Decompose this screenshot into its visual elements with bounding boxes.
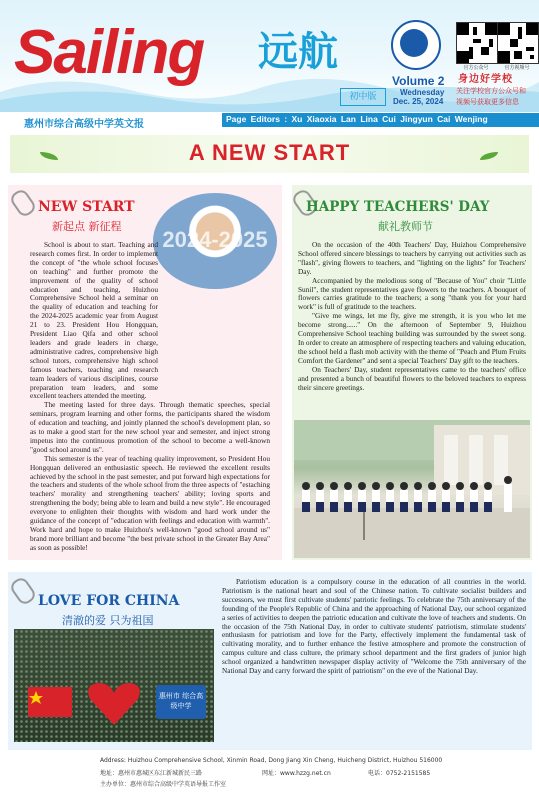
paragraph: Patriotism education is a compulsory course in the education of all countries in the world. Patriotism is the national heart and soul of the Chinese nation. To cultivate socialist builders and successors, we must first cultivate students' patriotic feelings. To celebrate the 75th anniversary of the founding of the People's Republic of China and the approaching of National Day, our school organized a series of activities to deepen the patriotic education and cultivate the love of teachers and students. On the occasion of the 75th National Day, in order to cultivate students' patriotism, stimulate students' enthusiasm for patriotism and love for the Party, effectively implement the fundamental task of cultivating morality, and to further enhance the festive atmosphere and promote the construction of campus culture and class culture, the primary school department and the first graders of junior high school organized a handwritten newspaper display activity of "Welcome the 75th anniversary of the National Day and carry forward the spirit of patriotism" on the eve of the National Day. bbox=[222, 577, 526, 676]
paragraph: On the occasion of the 40th Teachers' Day, Huizhou Comprehensive School offered sincere blessings to teachers by carrying out activities such as "flash", giving flowers to teachers, and "lighting on the lights" for Teachers' Day. bbox=[298, 241, 526, 276]
teachers-day-body bbox=[298, 241, 526, 417]
follow-text: 关注学校官方公众号和 bbox=[456, 87, 526, 95]
weekday-label: Wednesday bbox=[400, 88, 445, 97]
new-start-body bbox=[30, 241, 270, 557]
qr-caption: 官方视频号 bbox=[504, 65, 530, 71]
qr-caption: 官方公众号 bbox=[463, 65, 489, 71]
paragraph: School is about to start. Teaching and research comes first. In order to implement the concept of "the whole school focuses on teaching" and further promote the improvement of the quality of school education and teaching, Huizhou Comprehensive School held a seminar on the quality of education and teaching for the 2024-2025 academic year from August 21 to 23. President Hou Hongquan, President Liao Qifa and other school leaders and grade leaders in charge, administrative cadres, comprehensive high school tutors, comprehensive high school famous teachers, teaching and research team leaders of various disciplines, course preparation team leaders, and some excellent teachers attended the meeting. bbox=[30, 240, 158, 401]
paragraph: The meeting lasted for three days. Through thematic speeches, special seminars, program learning and other forms, the participants shared the wisdom of education and teaching, and jointly planned the school's development plan, so as to make a good start for the new school year and semester, and inject strong impetus into the continuous promotion of the school to become a well-known "good school around us". bbox=[30, 400, 270, 454]
volume-label: Volume 2 bbox=[392, 74, 445, 88]
qr-code-video bbox=[497, 22, 539, 64]
masthead-title-cn: 远航 bbox=[258, 29, 338, 75]
host-unit: 主办单位：惠州市综合高级中学英语导报工作室 bbox=[100, 781, 227, 788]
masthead-title-en: Sailing bbox=[14, 18, 204, 87]
love-china-body bbox=[222, 578, 526, 748]
paragraph: Accompanied by the melodious song of "Because of You" choir "Little Sunil", the student representatives gave flowers to the teachers. A bouquet of flowers carries gratitude to the teachers; a song "thank you for your hard work" is full of gratitude to the teachers. bbox=[298, 275, 526, 312]
patriotic-display-photo bbox=[14, 629, 214, 742]
page-editors: Page Editors : Xu Xiaoxia Lan Lina Cui Jingyun Cai Wenjing bbox=[226, 114, 488, 124]
section-title-cn: 新起点 新征程 bbox=[52, 220, 122, 233]
organization-name: 惠州市综合高级中学英文报 bbox=[24, 119, 144, 130]
website: 网址：www.hzzg.net.cn bbox=[262, 770, 331, 777]
section-title-cn: 献礼教师节 bbox=[378, 220, 433, 233]
paragraph: This semester is the year of teaching quality improvement, so President Hou Hongquan delivered an enthusiastic speech. He reviewed the excellent results achieved by the school in the past semester, and put forward high expectations for the teachers and students of the whole school from the three aspects of "estaching teachers' morality and strengthening teachers' ability; loving sports and strengthening the body; being able to learn and build a new style". He encouraged everyone to enlighten their thoughts with wisdom and hard work under the guidance of the concept of "education with feelings and education with warmth". Work hard and hope to make Huizhou's well-known "good school around us" brand more brilliant and become "the best private school in the Greater Bay Area" as soon as possible! bbox=[30, 453, 270, 552]
section-title-en: LOVE FOR CHINA bbox=[38, 593, 180, 609]
address-cn: 地址：惠州市惠城区东江新城新民三路 bbox=[100, 770, 203, 777]
display-sign-text: 惠州市 综合高级中学 bbox=[158, 692, 204, 710]
address-en: Address: Huizhou Comprehensive School, Xinmin Road, Dong Jiang Xin Cheng, Huicheng District, Huizhou 516000 bbox=[100, 757, 443, 764]
school-emblem-icon bbox=[400, 29, 428, 57]
qr-code-wechat bbox=[456, 22, 498, 64]
paragraph: On Teachers' Day, student representatives came to the teachers' office and presented a bunch of beautiful flowers to the beloved teachers to express their sincere greetings. bbox=[298, 364, 526, 392]
page-title: A NEW START bbox=[188, 140, 351, 165]
paragraph: "Give me wings, let me fly, give me strength, it is you who let me become strong......" On the afternoon of September 9, Huizhou Comprehensive School teaching building was surrounded by the sweet song. In order to create an atmosphere of respecting teachers and valuing education, the school held a flash mob activity with the theme of "Peach and Plum Fruits Comfort the Gardener" and sent a special Teachers' Day gift to the teachers. bbox=[298, 311, 526, 365]
issue-date: Dec. 25, 2024 bbox=[393, 97, 444, 106]
section-title-en: NEW START bbox=[38, 199, 135, 215]
follow-text: 视频号获取更多信息 bbox=[456, 98, 519, 106]
edition-badge: 初中版 bbox=[340, 88, 386, 106]
flash-mob-photo bbox=[294, 420, 530, 558]
section-title-cn: 清澈的爱 只为祖国 bbox=[62, 614, 154, 627]
photo-banner-text: 2024-2025 bbox=[162, 227, 268, 252]
section-title-en: HAPPY TEACHERS' DAY bbox=[306, 199, 490, 215]
slogan: 身边好学校 bbox=[458, 74, 513, 85]
phone: 电话：0752-2151585 bbox=[368, 770, 431, 777]
